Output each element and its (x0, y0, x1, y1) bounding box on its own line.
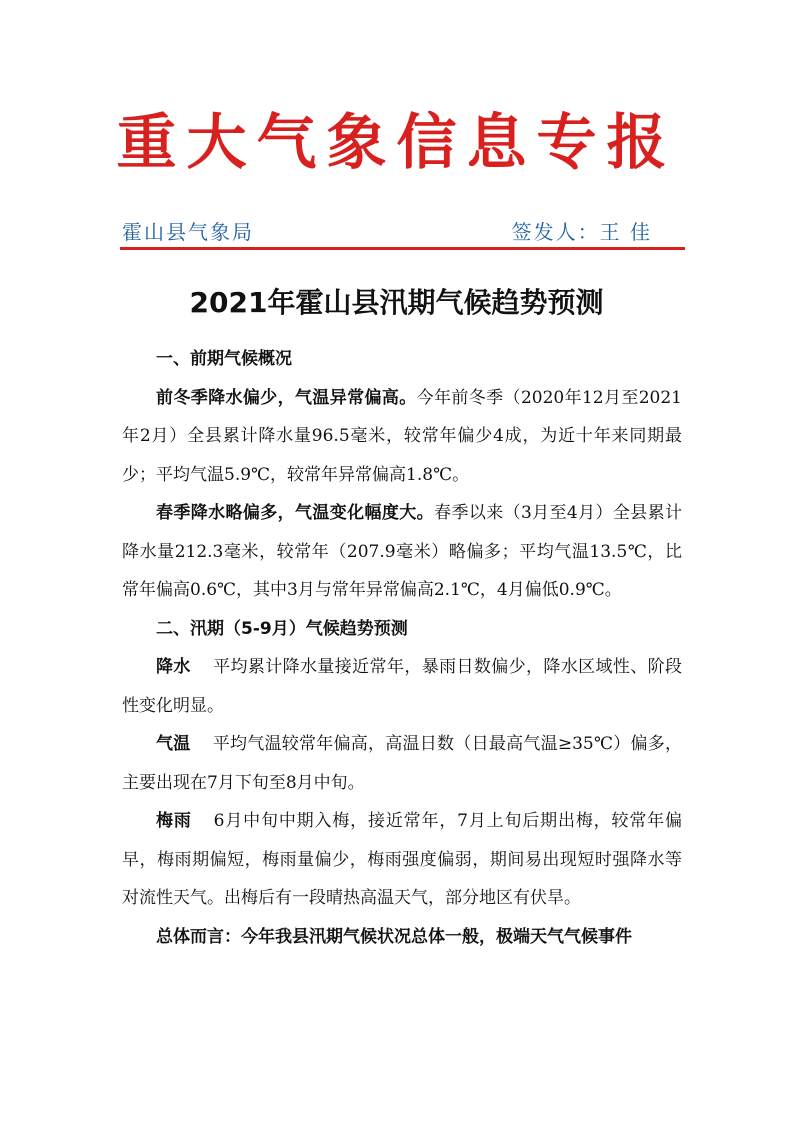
paragraph-text: 今年前冬季（2020年12月至2021年2月）全县累计降水量96.5毫米，较常年偏少4成，为近十年来同期最少；平均气温5.9℃，较常年异常偏高1.8℃。 (122, 387, 682, 485)
section-heading: 二、汛期（5-9月）气候趋势预测 (156, 618, 408, 639)
issuer-row (122, 212, 682, 246)
paragraph-text: 平均气温较常年偏高，高温日数（日最高气温≥35℃）偏多，主要出现在7月下旬至8月中旬。 (122, 734, 682, 793)
paragraph (122, 379, 682, 495)
masthead-title: 重大气象信息专报 (116, 108, 677, 178)
paragraph-lead: 春季降水略偏多，气温变化幅度大。 (156, 503, 435, 523)
paragraph (122, 918, 682, 957)
section-heading: 一、前期气候概况 (156, 349, 292, 369)
paragraph-lead: 气温 (156, 734, 191, 754)
header-divider (120, 247, 685, 250)
paragraph-lead: 总体而言：今年我县汛期气候状况总体一般，极端天气气候事件 (156, 926, 632, 947)
paragraph (122, 494, 682, 610)
paragraph (122, 725, 682, 802)
paragraph-lead: 梅雨 (156, 811, 192, 831)
paragraph-text: 平均累计降水量接近常年，暴雨日数偏少，降水区域性、阶段性变化明显。 (122, 657, 683, 716)
signer: 签发人：王 佳 (511, 220, 652, 244)
document-title: 2021年霍山县汛期气候趋势预测 (189, 286, 604, 319)
paragraph (122, 648, 682, 725)
paragraph-text: 春季以来（3月至4月）全县累计降水量212.3毫米，较常年（207.9毫米）略偏多；平均气温13.5℃，比常年偏高0.6℃，其中3月与常年异常偏高2.1℃，4月偏低0.9℃。 (122, 503, 682, 600)
document-body (122, 340, 682, 956)
issuing-agency: 霍山县气象局 (122, 220, 254, 244)
paragraph-lead: 降水 (156, 657, 191, 677)
paragraph (122, 802, 682, 918)
paragraph-lead: 前冬季降水偏少，气温异常偏高。 (156, 387, 417, 408)
paragraph-text: 6月中旬中期入梅，接近常年，7月上旬后期出梅，较常年偏早，梅雨期偏短，梅雨量偏少，梅雨强度偏弱，期间易出现短时强降水等对流性天气。出梅后有一段晴热高温天气，部分地区有伏旱。 (122, 811, 682, 908)
